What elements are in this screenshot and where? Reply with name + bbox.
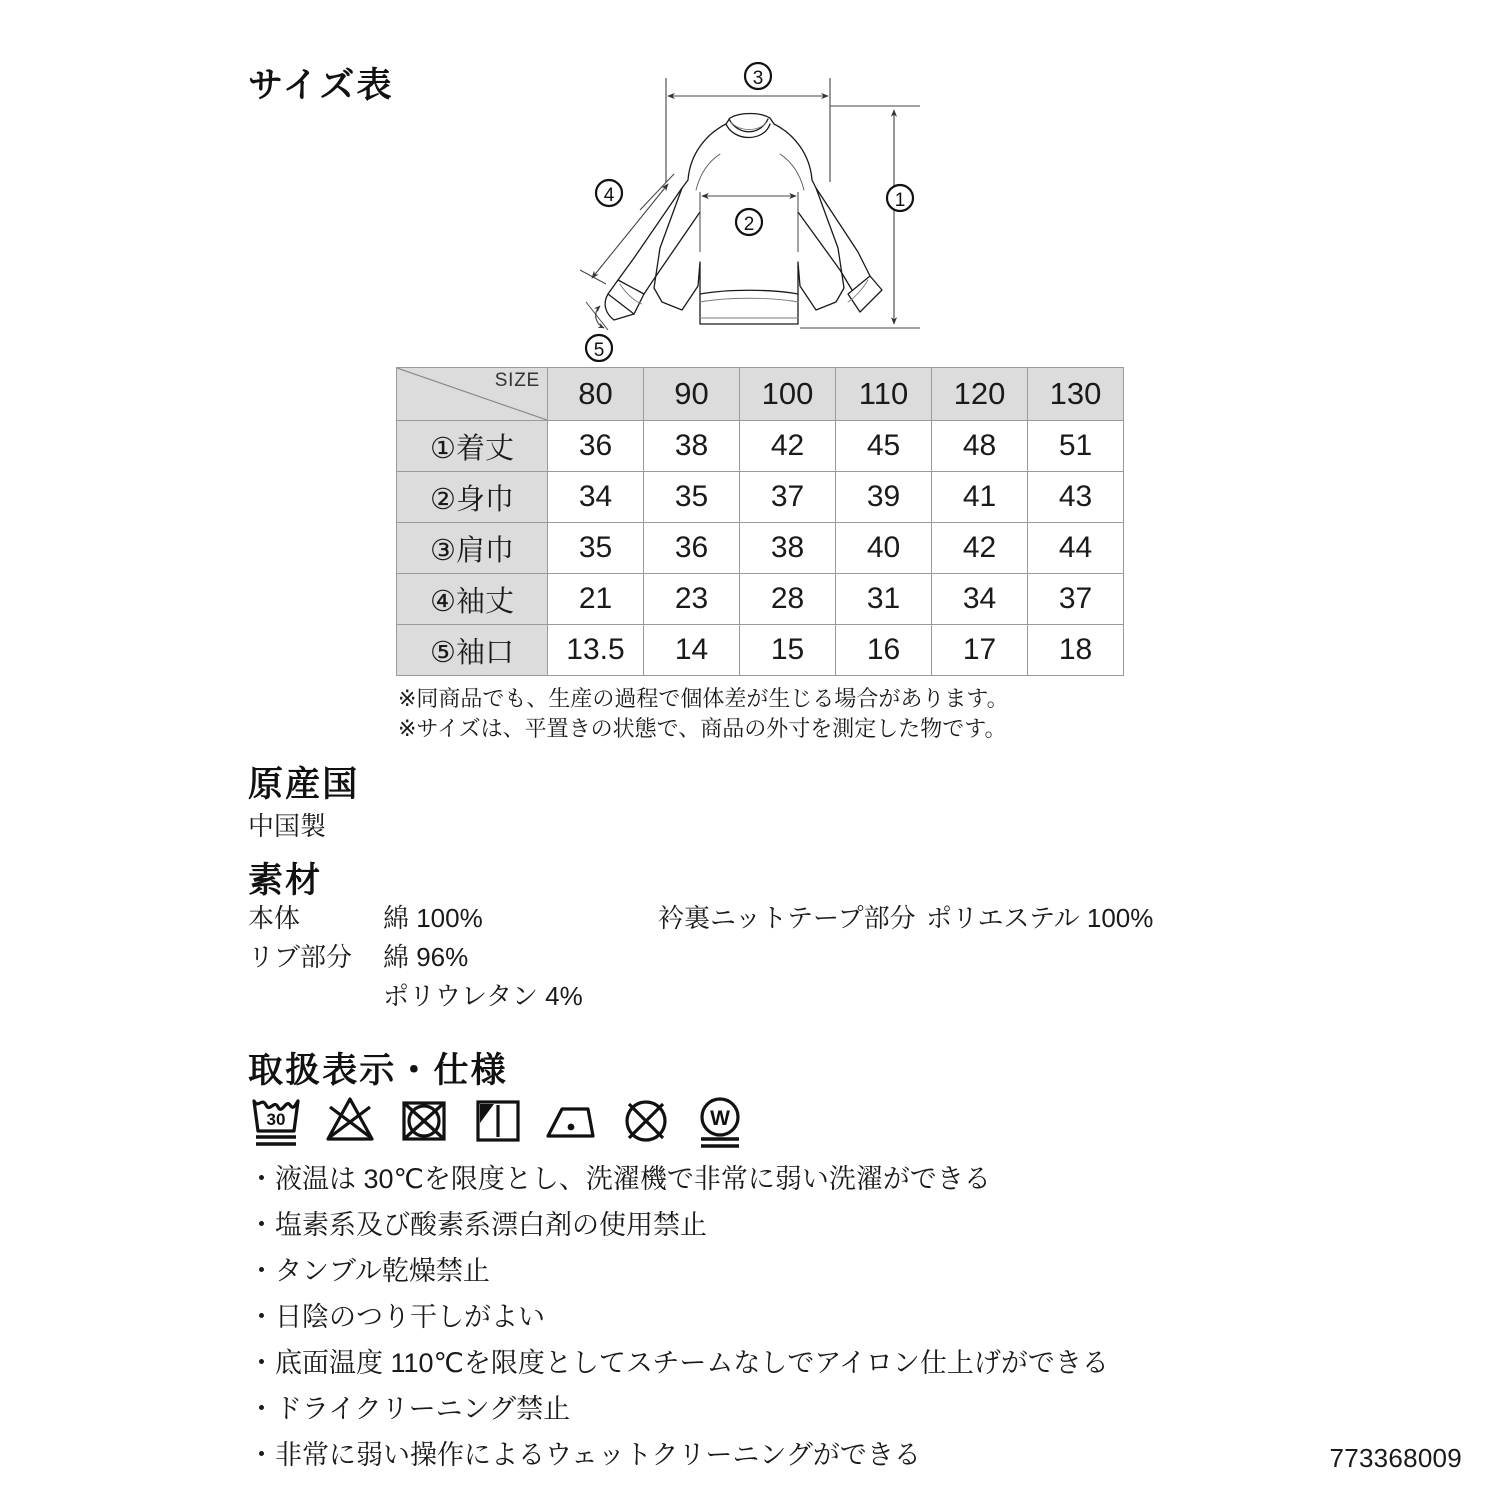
table-footnote: ※サイズは、平置きの状態で、商品の外寸を測定した物です。 (398, 716, 1007, 741)
product-code: 773368009 (1329, 1443, 1462, 1473)
cell: 23 (644, 574, 740, 625)
cell: 38 (644, 421, 740, 472)
cell: 34 (932, 574, 1028, 625)
care-symbols-row (248, 1091, 748, 1149)
table-row (397, 574, 1124, 625)
material-row (248, 976, 583, 1013)
page-title-size-chart: サイズ表 (248, 66, 394, 105)
care-instruction: ・タンブル乾燥禁止 (248, 1256, 490, 1286)
svg-text:W: W (710, 1107, 730, 1130)
care-instruction: ・底面温度 110℃を限度としてスチームなしでアイロン仕上げができる (248, 1348, 1109, 1378)
section-title-material: 素材 (248, 861, 323, 900)
material-composition: ポリエステル 100% (926, 903, 1154, 933)
cell: 17 (932, 625, 1028, 676)
cell: 36 (644, 523, 740, 574)
cell: 37 (740, 472, 836, 523)
column-header-120: 120 (932, 368, 1028, 421)
svg-text:1: 1 (894, 190, 906, 211)
svg-text:5: 5 (593, 340, 605, 361)
table-row (397, 625, 1124, 676)
svg-text:30: 30 (266, 1110, 286, 1129)
table-footnote: ※同商品でも、生産の過程で個体差が生じる場合があります。 (398, 686, 1009, 711)
material-composition: 綿 96% (383, 942, 469, 972)
row-label-chest-width: ②身巾 (397, 472, 548, 523)
drip-dry-in-shade-icon (470, 1091, 526, 1149)
cell: 48 (932, 421, 1028, 472)
cell: 14 (644, 625, 740, 676)
material-part-name: 本体 (248, 903, 301, 933)
origin-value: 中国製 (248, 811, 327, 841)
material-part-name: リブ部分 (248, 942, 353, 972)
svg-text:3: 3 (752, 68, 764, 89)
cell: 28 (740, 574, 836, 625)
column-header-130: 130 (1028, 368, 1124, 421)
cell: 40 (836, 523, 932, 574)
cell: 37 (1028, 574, 1124, 625)
cell: 36 (548, 421, 644, 472)
do-not-bleach-icon (322, 1091, 378, 1149)
cell: 35 (644, 472, 740, 523)
material-composition: ポリウレタン 4% (383, 981, 583, 1011)
column-header-100: 100 (740, 368, 836, 421)
care-instruction: ・ドライクリーニング禁止 (248, 1394, 571, 1424)
row-label-length: ①着丈 (397, 421, 548, 472)
wash-30-very-mild-icon (248, 1091, 304, 1149)
cell: 42 (740, 421, 836, 472)
column-header-90: 90 (644, 368, 740, 421)
cell: 34 (548, 472, 644, 523)
cell: 31 (836, 574, 932, 625)
section-title-origin: 原産国 (248, 765, 360, 804)
size-table (396, 367, 1124, 676)
cell: 43 (1028, 472, 1124, 523)
cell: 15 (740, 625, 836, 676)
cell: 39 (836, 472, 932, 523)
care-instruction: ・日陰のつり干しがよい (248, 1302, 545, 1332)
row-label-shoulder-width: ③肩巾 (397, 523, 548, 574)
care-instruction: ・液温は 30℃を限度とし、洗濯機で非常に弱い洗濯ができる (248, 1164, 991, 1194)
garment-diagram (548, 62, 938, 362)
row-label-sleeve-length: ④袖丈 (397, 574, 548, 625)
table-header-row (397, 368, 1124, 421)
table-row (397, 421, 1124, 472)
wet-clean-very-mild-icon (692, 1091, 748, 1149)
iron-one-dot-icon (544, 1091, 600, 1149)
cell: 45 (836, 421, 932, 472)
section-title-care: 取扱表示・仕様 (248, 1051, 508, 1090)
material-row (248, 937, 468, 974)
care-instruction: ・塩素系及び酸素系漂白剤の使用禁止 (248, 1210, 707, 1240)
table-row (397, 472, 1124, 523)
table-corner-cell (397, 368, 548, 421)
svg-text:2: 2 (743, 214, 755, 235)
material-row (248, 898, 483, 935)
cell: 42 (932, 523, 1028, 574)
cell: 18 (1028, 625, 1124, 676)
table-row (397, 523, 1124, 574)
do-not-tumble-dry-icon (396, 1091, 452, 1149)
cell: 13.5 (548, 625, 644, 676)
cell: 35 (548, 523, 644, 574)
material-row-collar-tape (658, 898, 1153, 935)
cell: 51 (1028, 421, 1124, 472)
column-header-110: 110 (836, 368, 932, 421)
do-not-dry-clean-icon (618, 1091, 674, 1149)
cell: 16 (836, 625, 932, 676)
cell: 44 (1028, 523, 1124, 574)
svg-text:4: 4 (603, 185, 615, 206)
material-part-name: 衿裏ニットテープ部分 (658, 903, 916, 933)
size-column-label: SIZE (494, 370, 540, 391)
cell: 38 (740, 523, 836, 574)
row-label-cuff: ⑤袖口 (397, 625, 548, 676)
column-header-80: 80 (548, 368, 644, 421)
material-composition: 綿 100% (383, 903, 483, 933)
care-instruction: ・非常に弱い操作によるウェットクリーニングができる (248, 1440, 921, 1470)
cell: 41 (932, 472, 1028, 523)
cell: 21 (548, 574, 644, 625)
